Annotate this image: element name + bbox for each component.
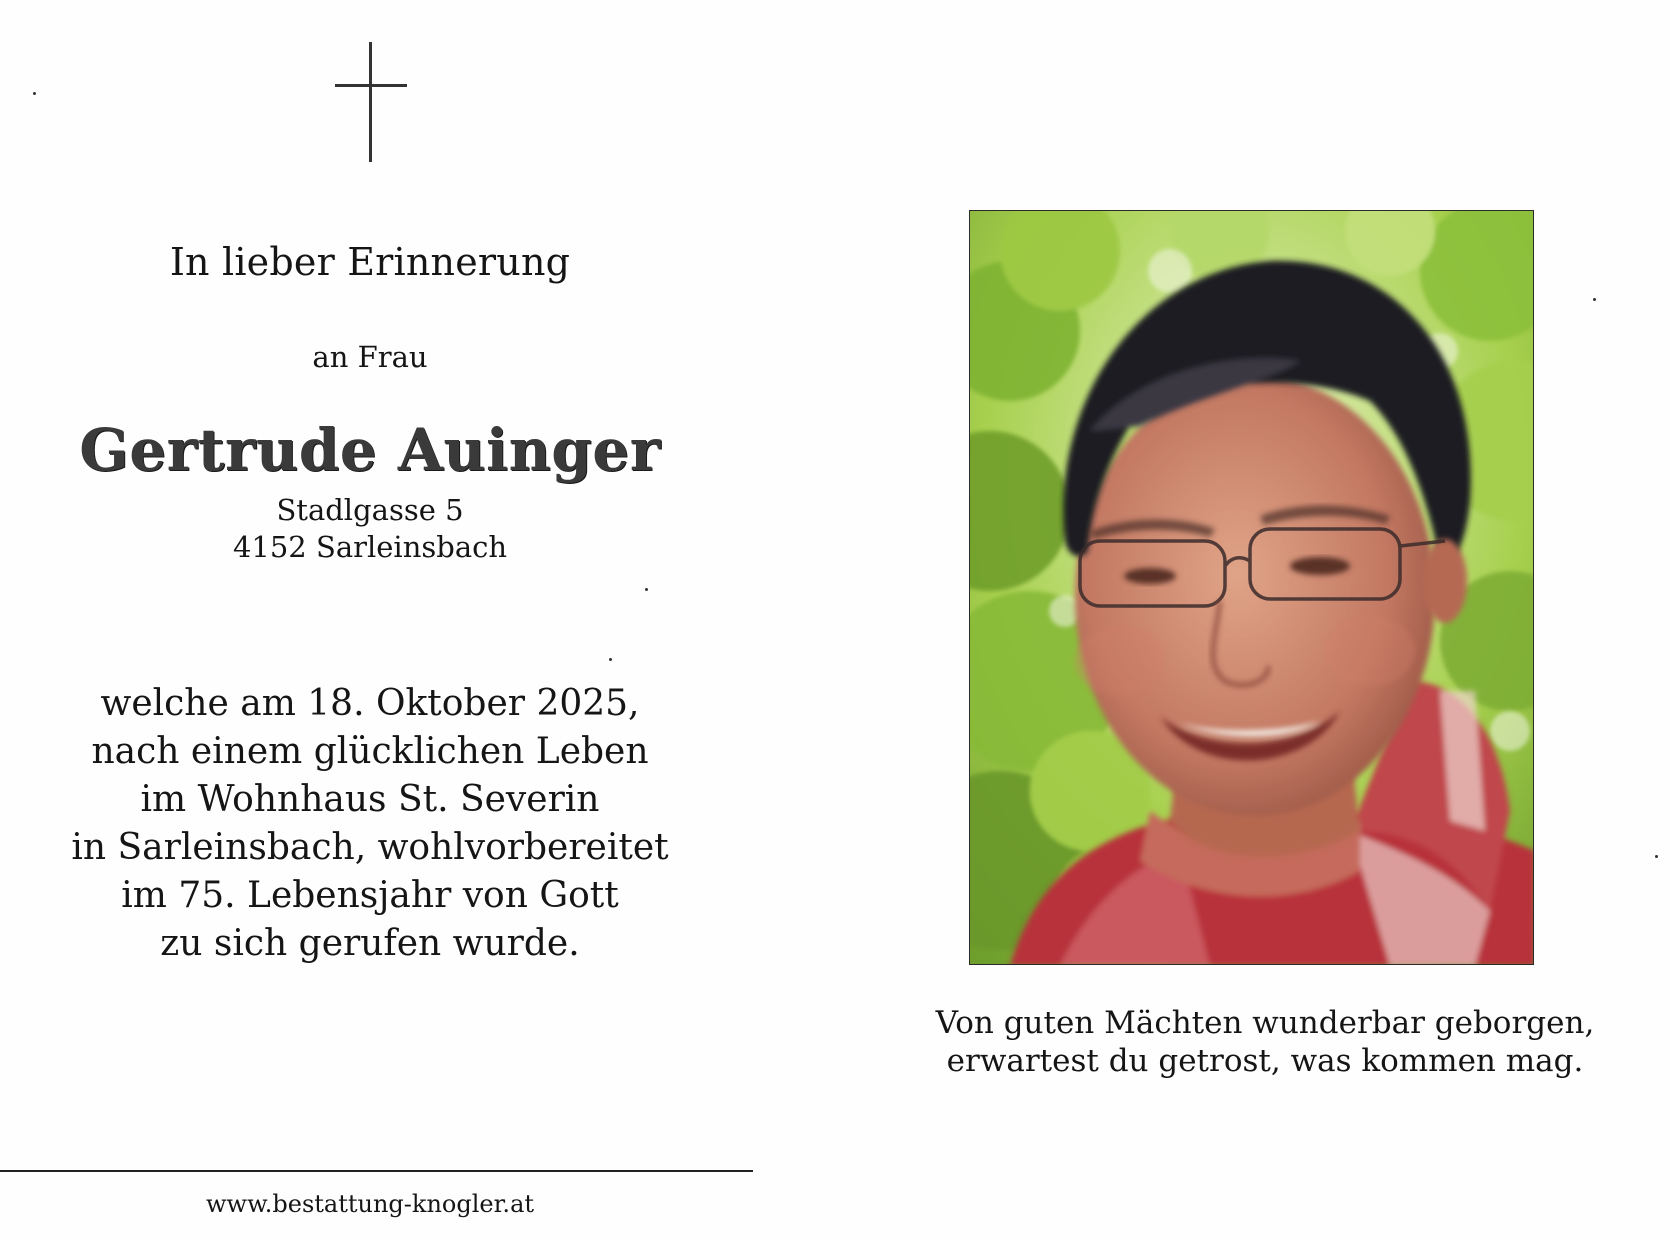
scan-speck [1593, 298, 1596, 301]
message-line: in Sarleinsbach, wohlvorbereitet [71, 827, 669, 868]
deceased-name: Gertrude Auinger [79, 416, 661, 484]
address-street: Stadlgasse 5 [276, 493, 464, 527]
address-city: 4152 Sarleinsbach [232, 530, 508, 564]
scan-speck [645, 588, 648, 591]
portrait-photo [969, 210, 1534, 965]
memorial-quote [900, 1004, 1630, 1080]
address-block [40, 492, 700, 566]
message-line: im Wohnhaus St. Severin [140, 779, 600, 820]
memorial-message [40, 680, 700, 968]
message-line: zu sich gerufen wurde. [160, 923, 580, 964]
quote-line: Von guten Mächten wunderbar geborgen, [935, 1005, 1595, 1041]
salutation: an Frau [312, 340, 428, 374]
message-line: im 75. Lebensjahr von Gott [121, 875, 619, 916]
cross-icon [335, 42, 407, 162]
scan-speck [33, 92, 36, 95]
website-link[interactable]: www.bestattung-knogler.at [205, 1190, 535, 1218]
message-line: welche am 18. Oktober 2025, [100, 683, 640, 724]
message-line: nach einem glücklichen Leben [91, 731, 649, 772]
intro-heading: In lieber Erinnerung [169, 240, 571, 284]
scan-speck [1655, 855, 1658, 858]
quote-line: erwartest du getrost, was kommen mag. [946, 1043, 1584, 1079]
footer-divider [0, 1170, 753, 1172]
scan-speck [609, 658, 612, 661]
